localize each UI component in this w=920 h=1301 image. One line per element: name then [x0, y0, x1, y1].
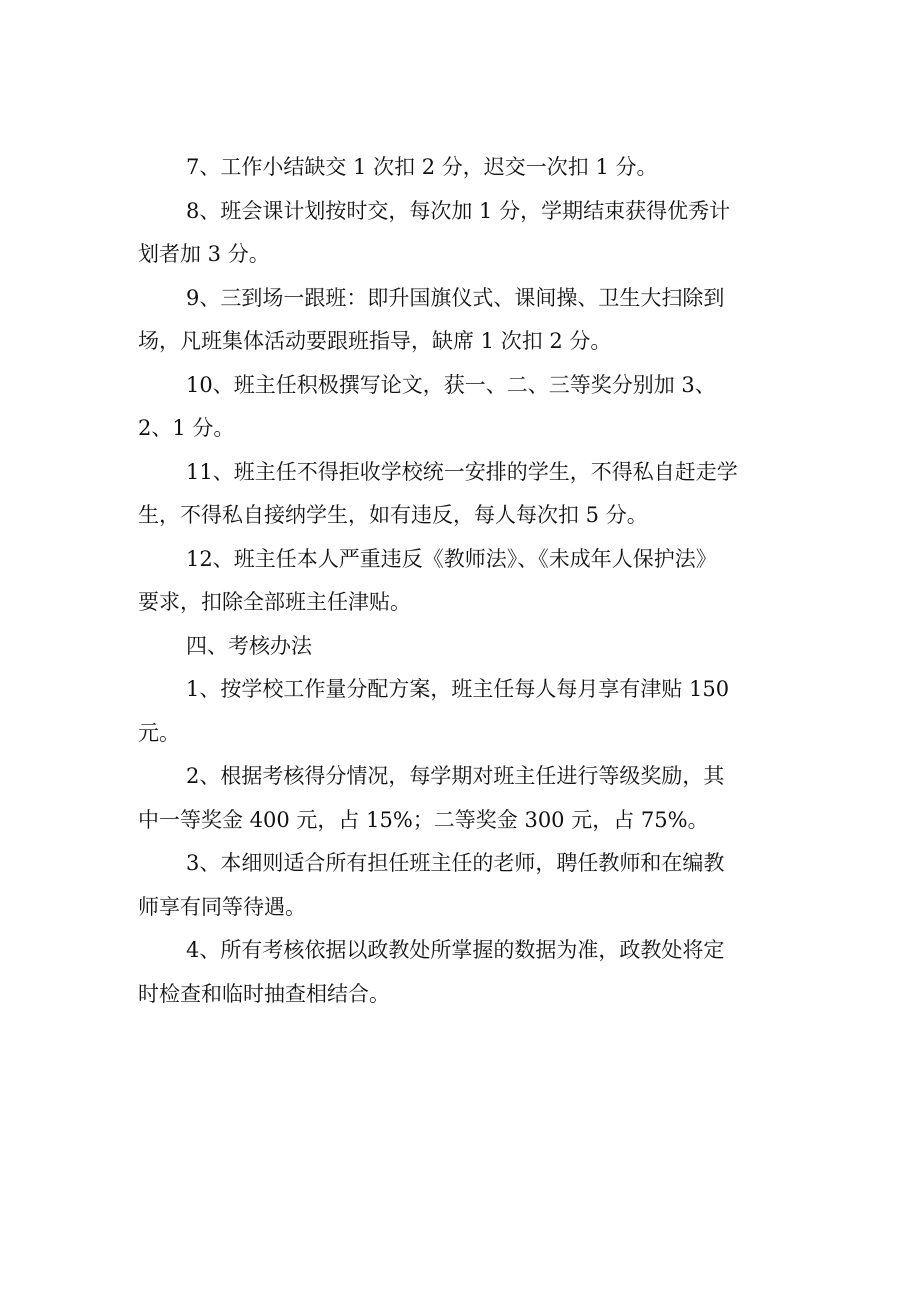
method-item-4: [138, 929, 798, 1016]
text-line: 师享有同等待遇。: [138, 894, 306, 919]
text-line: 划者加 3 分。: [138, 242, 270, 266]
text-line: 生，不得私自接纳学生，如有违反，每人每次扣 5 分。: [138, 503, 648, 527]
rule-item-8: [138, 190, 798, 277]
rule-item-7: [138, 146, 798, 190]
text-line: 3、本细则适合所有担任班主任的老师，聘任教师和在编教: [186, 851, 725, 875]
text-line: 11、班主任不得拒收学校统一安排的学生，不得私自赶走学: [186, 459, 738, 484]
text-line: 10、班主任积极撰写论文，获一、二、三等奖分别加 3、: [186, 372, 716, 397]
text-line: 2、根据考核得分情况，每学期对班主任进行等级奖励，其: [186, 764, 725, 788]
text-line: 元。: [138, 720, 180, 745]
text-line: 8、班会课计划按时交，每次加 1 分，学期结束获得优秀计: [186, 198, 731, 223]
text-line: 2、1 分。: [138, 416, 235, 440]
text-line: 中一等奖金 400 元，占 15%；二等奖金 300 元，占 75%。: [138, 807, 709, 832]
text-line: 时检查和临时抽查相结合。: [138, 981, 390, 1006]
text-line: 要求，扣除全部班主任津贴。: [138, 590, 411, 614]
text-line: 9、三到场一跟班：即升国旗仪式、课间操、卫生大扫除到: [186, 285, 725, 310]
rule-item-9: [138, 277, 798, 364]
text-line: 12、班主任本人严重违反《教师法》、《未成年人保护法》: [186, 546, 717, 571]
rule-item-12: [138, 538, 798, 625]
text-line: 1、按学校工作量分配方案，班主任每人每月享有津贴 150: [186, 677, 730, 701]
section-heading: [138, 625, 798, 669]
document-body: [138, 146, 798, 1016]
method-item-3: [138, 842, 798, 929]
text-line: 四、考核办法: [186, 633, 312, 658]
rule-item-11: [138, 451, 798, 538]
method-item-2: [138, 755, 798, 842]
rule-item-10: [138, 364, 798, 451]
text-line: 4、所有考核依据以政教处所掌握的数据为准，政教处将定: [186, 938, 725, 962]
text-line: 7、工作小结缺交 1 次扣 2 分，迟交一次扣 1 分。: [186, 155, 658, 179]
text-line: 场，凡班集体活动要跟班指导，缺席 1 次扣 2 分。: [138, 329, 612, 353]
method-item-1: [138, 668, 798, 755]
